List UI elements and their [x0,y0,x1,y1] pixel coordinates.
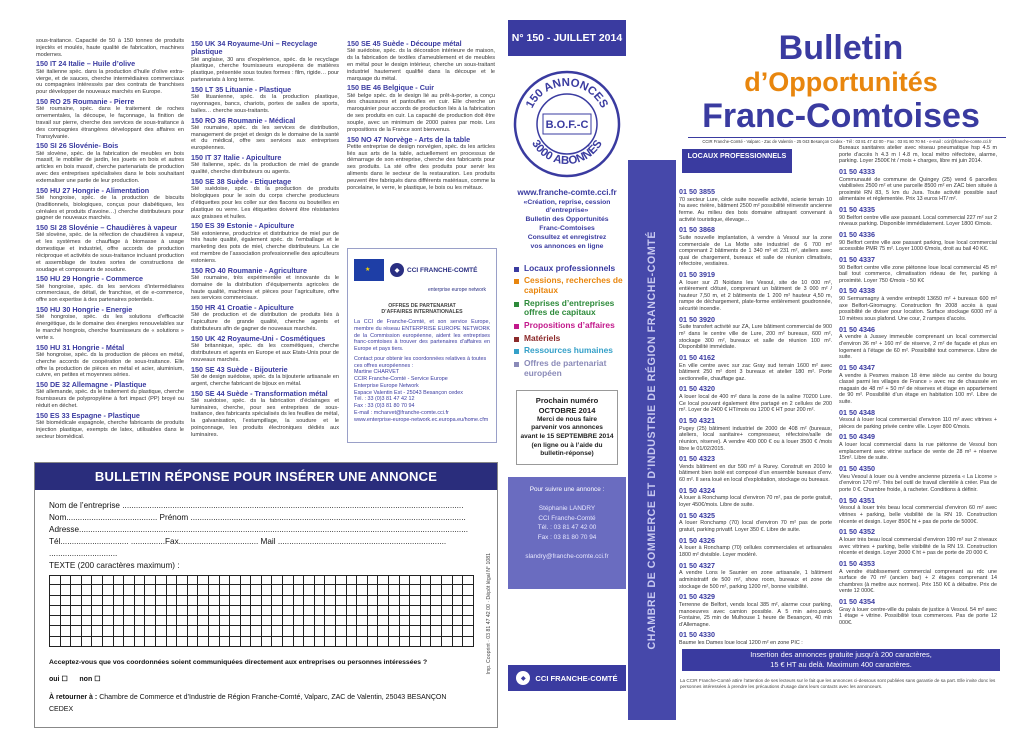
listing-text: Vesoul à louer très beau local commercial d’environ 60 m² avec vitrines + parking, belle visibilité de la RN 19. Construction récente et design. Loyer 850€ ht + pas de porte de 5000€. [839,505,997,525]
text-label: TEXTE (200 caractères maximum) : [49,561,180,570]
listing-text: Suite transfert activité sur ZA, Lure bâtiment commercial de 900 m² dans le centre ville de Lure, 200 m² bureaux, 600 m², stockage 300 m², bureaux et salle de réunion 100 m². Disponibilité immédiate. [679,324,832,351]
listing-heading: 01 50 3855 [679,187,715,196]
partnership-body: La CCI de Franche-Comté, et son service Europe, membre du réseau ENTERPRISE EUROPE NETWORK de la Commission européenne, aident les entreprises franc-comtoises à trouver des partenaires d’affaires en Europe et pays tiers. [354,319,490,352]
listing-text: A louer à Ronchamp local d’environ 70 m², pas de porte gratuit, loyer 450€/mois. Libre de suite. [679,495,832,509]
listing-heading: 150 ES 33 Espagne - Plastique [36,410,140,420]
issue-banner: N° 150 - JUILLET 2014 [508,20,626,56]
local-listing-column-2 [839,145,997,655]
listing-heading: 150 SI 26 Slovénie- Bois [36,141,119,151]
listing-text: 90 Belfort centre ville zone piétonne loue local commercial 45 m² bail tout commerce, climatisation rideau de fer, parking à proximité. Loyer 750 €/mois - 50 K€ [839,264,997,284]
listing-text: Bureaux sanitaires atelier avec réseau pneumatique hsp 4.5 m porte d’accès h 4.3 m l 4.8 m, local métro réfectoire, alarme, parking. Loyer 2500€ ht / mois + charges, libre mi juin 2014. [839,145,997,165]
listing-text: Vieu Vesoul à louer ou à vendre ancienne pizzeria « La Licorne » d’environ 170 m². Très bel outil de travail clientèle à créer. Pas de porte 0 €. Chambre froide, à racheter. Conditions à définir. [839,473,997,493]
listing-text: Sté suédoise, spéc. ds la décoration intérieure de maison, ds la fabrication de textiles d’ameublement et de meubles en métal pour le design intérieur, cherche un sous-traitant industriel hautement qualifié dans la découpe et le marquage du métal. [347,48,495,82]
address-field[interactable]: Adresse........................................................................................................................................................................... [49,525,469,534]
listing-heading: 01 50 4338 [839,286,875,296]
contact-email-link[interactable]: E-mail : mcharvet@franche-comte.cci.fr [354,409,449,416]
category-legend [508,264,626,379]
masthead [676,30,1006,134]
listing-heading: 01 50 4336 [839,229,875,239]
listing-heading: 01 50 4335 [839,204,875,214]
listing-heading: 150 BE 46 Belgique - Cuir [347,83,435,93]
category-item: Cessions, recherches de capitaux [514,276,626,295]
listing-text: A vendre à Pesmes maison 18 ème siècle au centre du bourg classé parmi les villages de France » avec rez de chaussée en magasin de 48 m² + 50 m² de réserves et étage en appartement de 90 m². Possibilité d’un étage en habitation 100 m². Libre de suite. [839,372,997,405]
print-stamp: Imp. Cooprint · 03 81 47 42 00 · Dépôt légal N° 1081 [486,553,492,675]
listing-text: Sté slovène, spéc. de la fabrication de meubles en bois massif, le mobilier de jardin, les jouets en bois et autres articles en bois massif, cherche partenariats de production avec des entreprises spécialisées dans le bois souhaitant externaliser une partie de leur production. [36,150,184,184]
contact-mail-link[interactable]: slandry@franche-comte.cci.fr [525,552,609,560]
listing-heading: 01 50 4333 [839,166,875,176]
een-logo: enterprise europe network [427,287,487,293]
listing-text: A louer Ronchamp (70) local d’environ 70 m² pas de porte gratuit, parking privatif. Loyer 350 €. Libre de suite. [679,520,832,533]
listing-text: Sté hongroise, spéc. ds les solutions d’efficacité énergétique, ds le domaine des énergies renouvelables sur le marché hongrois, cherche fournisseurs de « solutions » verte s. [36,314,184,341]
listing-text: Gray à louer centre-ville du palais de justice à Vesoul. 54 m² avec 1 étage + vitrine. Possibilité tous commerces. Pas de porte 12 000€. [839,606,997,626]
listing-heading: 150 HU 27 Hongrie - Alimentation [36,185,150,195]
category-item: Reprises d’entreprises offres de capitaux [514,299,626,318]
listing-text: Sté italienne, spéc. ds la production de miel de grande qualité, cherche distributeurs ou agents. [191,162,339,176]
cci-logo-icon: ◆ [390,263,404,277]
website-link[interactable]: www.franche-comte.cci.fr [517,188,617,197]
listing-text: A louer local de 400 m² dans la zone de la saline 70200 Lure. Ce local pouvant également être partagé en 2 cellules de 200 m². Loyer de 2400 € HT/mois ou 1200 € HT pour 200 m². [679,394,832,414]
reply-form-title: BULLETIN RÉPONSE POUR INSÉRER UNE ANNONCE [35,463,497,490]
listing-text: Sté roumaine, spéc. ds les services de distribution, management de projet et design ds le domaine de la santé et du médical, offre ses services aux entreprises européennes. [191,124,339,152]
listing-heading: 150 ES 39 Estonie - Apiculture [191,221,295,231]
listing-heading: 150 SE 45 Suède - Découpe métal [347,39,462,48]
listing-text: A louer à Ronchamp (70) cellules commerciales et artisanales 1800 m² divisible. Loyer modéré. [679,545,832,558]
listing-text: Sté de design suédoise, spéc. ds la bijouterie artisanale en argent, cherche fabricant de bijoux en métal. [191,373,339,387]
listing-heading: 01 50 4352 [839,527,875,537]
listing-heading: 01 50 4323 [679,454,715,464]
consent-question: Acceptez-vous que vos coordonnées soient communiquées directement aux entreprises ou personnes intéressées ? [49,659,428,667]
category-square-icon [514,267,519,272]
website-block: www.franche-comte.cci.fr «Création, reprise, cession d’entreprise» Bulletin des Opportunités Franc-Comtoises Consultez et enregistrez vos annonces en ligne [508,188,626,252]
category-square-icon [514,302,519,307]
listing-heading: 150 DE 32 Allemagne - Plastique [36,380,147,390]
category-item: Ressources humaines [514,346,626,356]
listing-text: Sté slovène, spéc. de la réfection de chaudières à vapeur, et les systèmes de chauffage à biomasse à usage domestique et industriel, offre accords de production réciproque et activités de sous-traitance incluant production et assemblage de toutes sortes de constructions de soudage et composants de soudure. [36,232,184,273]
character-grid[interactable] [49,575,474,647]
listing-text: Sté anglaise, 30 ans d’expérience, spéc. ds le recyclage plastique, cherche fournisseurs européens de matières plastique, présentée sous toutes formes : film, rigide… pour partenariats à long terme. [191,56,339,83]
listing-text: 70 secteur Lure, cède suite nouvelle activité, scierie terrain 10 ha avec rivière, bâtiment 2500 m² possibilité réinvestir ancienne ferme. Au milieu des bois domaine attrayant convenant à activité touristique, élevage… [679,196,832,223]
yes-checkbox[interactable]: ☐ [61,676,68,684]
seal-center-text: B.O.F.-C [545,119,589,131]
een-website-link[interactable]: www.enterprise-europe-network.ec.europa.eu/home.cfm [354,416,489,423]
seal-top-text: 150 ANNONCES [524,76,610,111]
listing-text: Petite entreprise de design norvégien, spéc. ds les articles liés aux arts de la table, actuellement en processus de démarrage de son entreprise, cherche des fabricants pour ses produits. La sté offre des produits pour servir les aliments dans le secteur de la restauration. Les produits peuvent être fabriqués dans différents matériaux, comme la porcelaine, le verre, le plastique, le bois ou les métaux. [347,143,495,191]
tel-fax-mail-field[interactable]: Tél.............................. ...............Fax................................... Mail .......................................................................... [49,537,447,546]
seal-bottom-text: 3000 ABONNÉS [529,138,605,168]
listing-text: A louer très beau local commercial d’environ 190 m² sur 2 niveaux avec vitrines + parking, belle visibilité de la RN 19. Construction récente et design. Loyer 2000 € ht + pas de porte de 20 000 €. [839,536,997,557]
listing-heading: 01 50 3868 [679,225,715,235]
eu-flag-icon: ★ [354,259,384,281]
partnership-box [347,248,497,443]
listing-column-2 [191,38,339,438]
title-line-3: Franc-Comtoises [702,97,980,135]
listing-text: Sté estonienne, productrice et distributrice de miel pur de très haute qualité, également spéc. ds l’emballage et le marketing des pots de miel, cherche distributeurs. La cie est membre de l’association professionnelle des apiculteurs estoniens. [191,230,339,264]
listing-heading: 01 50 3919 [679,269,715,279]
listing-heading: 01 50 4326 [679,535,715,545]
reply-form [34,462,498,728]
listing-heading: 150 SE 44 Suède - Transformation métal [191,388,328,398]
category-square-icon [514,362,519,367]
listing-text: Sté hongroise, spéc. de la production de biscuits (traditionnels, biologiques, conçus pour diabétiques, les céréales et produits d’avoine…) cherche distributeurs pour gagner de nouveaux marchés. [36,194,184,222]
listing-text: A vendre à Jussey immeuble comprenant un local commercial d’environ 36 m² + 160 m² de réserve, 2 m² de façade et plus en logement à l’étage de 60 m². Possibilité tout commerce. Libre de suite. [839,334,997,361]
listing-text: Sté roumaine, spéc. dans le traitement de roches ornementales, la découpe, le façonnage, la finition de travail sur pierre, cherche des services de sous-traitance à des compagnies étrangères développant des affaires en Transylvanie. [36,106,184,140]
listing-heading: 150 LT 35 Lituanie - Plastique [191,84,292,94]
listing-heading: 150 IT 24 Italie – Huile d’olive [36,59,136,69]
category-item: Propositions d’affaires [514,321,626,331]
listing-text: Sté britannique, spéc. ds les cosmétiques, cherche distributeurs et agents en Europe et aux Etats-Unis pour de nouveaux marchés. [191,343,339,363]
listing-text: Baume les Dames loue local 1200 m² en zone PIC : [679,640,803,647]
listing-text: Vends bâtiment en dur 590 m² à Rurey. Construit en 2010 le bâtiment bien isolé est composé d’un ensemble bureaux d’env. 60 m². Il sera loué en local d’exploitation, stockage ou bureaux. [679,463,832,484]
disclaimer: La CCIR Franche-Comté attire l’attention de ses lecteurs sur le fait que les annonces ci-dessous sont publiées sans garantie de sa part. Elle invite donc les personnes intéressées à prendre les précautions d’usage dans leurs contacts avec les annonceurs. [680,678,996,689]
listing-heading: 01 50 3920 [679,314,715,324]
return-address: À retourner à : Chambre de Commerce et d’Industrie de Région Franche-Comté, Valparc, ZAC de Valentin, 25043 BESANÇON CEDEX [49,694,447,714]
listing-column-3 [347,38,495,246]
listing-heading: 150 NO 47 Norvège - Arts de la table [347,134,471,144]
cover-column [508,20,626,685]
category-item: Locaux professionnels [514,264,626,274]
listing-heading: 150 IT 37 Italie - Apiculture [191,153,282,163]
listing-text: Sté belge spéc. ds le design lié au prêt-à-porter, a conçu des chaussures et pantoufles en cuir. Elle cherche un maroquinier pour accords de production liés à la fabrication de ses produits en cuir. La capacité de production doit être souple, avec un minimum de 2000 paires par mois. Les propositions de la France sont bienvenus. [347,92,495,133]
category-square-icon [514,324,519,329]
listing-heading: 01 50 4354 [839,596,875,606]
title-line-2: d’Opportunités [744,67,938,97]
listing-text: Sté italienne spéc. dans la production d’huile d’olive extra-vierge, et de sauces, cherche intermédiaires commerciaux ou compagnies intéressés par des contrats de franchises pour développer de nouveaux marchés en Europe. [36,68,184,96]
listing-heading: 01 50 4321 [679,415,715,425]
listing-heading: 01 50 4350 [839,464,875,474]
listing-heading: 150 HU 31 Hongrie - Métal [36,342,125,352]
listing-text: 90 Belfort centre ville axe passant parking, loue local commercial accessible PMR 75 m². Loyer 1000 €/mois, droit au bail 40 K€. [839,239,997,253]
listing-text: sous-traitance. Capacité de 50 à 150 tonnes de produits injectés et moulés, haute qualité de fabrication, machines modernes. [36,38,184,58]
listing-heading: 01 50 4353 [839,558,875,568]
listing-text: A vendre établissement commercial comprenant au rdc une surface de 70 m² (ancien bar) + 2 étages comprenant 14 chambres (à mettre aux normes). Prix 150 K€ à débattre. Prix de vente 12 000€. [839,568,997,595]
consent-options: oui ☐ non ☐ [49,676,101,684]
listing-text: Sté de production et de distribution de produits liés à l’apiculture de grande qualité, cherche agents et distributeurs afin de gagner de nouveaux marchés. [191,312,339,333]
category-item: Matériels [514,334,626,344]
local-listing-column-1 [679,185,832,655]
insertion-note: Insertion des annonces gratuite jusqu’à 200 caractères, 15 € HT au delà. Maximum 400 caractères. [682,649,1000,671]
listing-heading: 01 50 4347 [839,362,875,372]
listing-heading: 150 HU 30 Hongrie - Energie [36,305,133,315]
listing-text: Suite nouvelle implantation, à vendre à Vesoul sur la zone commerciale de La Motte site industriel de 6 700 m² comprenant 2 bâtiments de 1 340 m² et 231 m², ateliers avec quai de chargement, bureaux et salle de réunion climatisés, réfectoire, vestiaires. [679,234,832,268]
category-item: Offres de partenariat européen [514,359,626,378]
listing-heading: 01 50 4330 [679,630,715,640]
listing-heading: 01 50 4320 [679,384,715,394]
no-checkbox[interactable]: ☐ [94,676,101,684]
listing-heading: 01 50 4162 [679,352,715,362]
category-square-icon [514,279,519,284]
follow-contact-box: Pour suivre une annonce : Stéphanie LANDRY CCI Franche-Comté Tél. : 03 81 47 42 00 Fax : 03 81 80 70 94 slandry@franche-comte.cci.fr [508,477,626,589]
listing-heading: 01 50 4346 [839,324,875,334]
listing-column-1 [36,38,184,440]
next-issue-box: Prochain numéro OCTOBRE 2014 Merci de nous faire parvenir vos annonces avant le 15 SEPTEMBRE 2014 (en ligne ou à l’aide du bulletin-réponse) [516,390,618,465]
listing-heading: 150 SI 28 Slovénie – Chaudières à vapeur [36,223,178,233]
listing-heading: 150 SE 38 Suède - Etiquetage [191,176,292,186]
extra-field[interactable]: .............................. [49,549,118,558]
listing-text: Terrenne de Belfort, vends local 385 m², alarme cour parking, manoeuvres avec camion possible. A 5 min aéro.parck Fontaine, 25 min de Mulhouse 1 heure de Besançon, 40 min d’Allemagne. [679,601,832,628]
name-field[interactable]: Nom........................................ Prénom ......................................................................................................................... [49,513,466,522]
listing-text: Sté hongroise, spéc. ds les services d’intermédiaires commerciaux, de détail, de franchise, et de e-commerce, offre son expertise à des partenaires potentiels. [36,283,184,304]
listing-heading: 01 50 4348 [839,407,875,417]
listing-heading: 01 50 4327 [679,560,715,570]
listing-text: A louer local commercial dans la rue piétonne de Vesoul bon emplacement avec vitrine surface de vente de 28 m² + réserve 15m². Libre de suite. [839,442,997,462]
listing-heading: 150 UK 42 Royaume-Uni - Cosmétiques [191,333,326,343]
cci-logo: ◆ CCI FRANCHE-COMTÉ [390,263,477,277]
listing-heading: 150 HU 29 Hongrie - Commerce [36,274,144,284]
section-header-local: LOCAUX PROFESSIONNELS [682,149,792,173]
listing-text: Sté biomédicale espagnole, cherche fabricants de produits injection plastique, exempts de latex, utilisables dans le secteur biomédical. [36,420,184,440]
listing-heading: 01 50 4325 [679,510,715,520]
listing-text: A vendre Lons le Saunier en zone artisanale, 1 bâtiment administratif de 500 m², show room, bureaux et zone de stockage de 500 m², parking 1200 m², bonne visibilité. [679,570,832,590]
listing-heading: 150 RO 36 Roumanie - Médical [191,115,296,125]
listing-text: Sté suédoise, spéc. ds la production de produits biologiques pour le soin du corps cherche producteurs d’étiquettes pour les coller sur des flacons ou bouteilles en plastique ou verre. Les étiquettes doivent être résistantes aux graisses et huiles. [191,186,339,220]
category-square-icon [514,349,519,354]
company-field[interactable]: Nom de l’entreprise ...................................................................................................................................................... [49,501,464,510]
category-square-icon [514,337,519,342]
listing-text: 90 Sermamagny à vendre entrepôt 13650 m² + bureaux 600 m² axe Belfort-Giromagny. Construction fin 2008 accès à quai possibilité de diviser pour location. Surface stockage 6000 m² à 10 mètres sous plafond. Une cour, 2 rampes d’accès. [839,296,997,322]
cci-band-icon: ◆ [516,671,530,685]
listing-text: 90 Belfort centre ville axe passant. Local commercial 227 m² sur 2 niveaux parking. Disponible immédiatement. Loyer 1800 €/mois. [839,214,997,228]
listing-heading: 150 HR 41 Croatie - Apiculture [191,303,294,313]
partnership-contact: Contact pour obtenir les coordonnées relatives à toutes ces offres européennes : Martine CHARVET CCIR Franche-Comté - Service Europe Enterprise Europe Network Espace Valentin Est - 25043 Besançon cedex Tél. : 33 (0)3 81 47 42 12 Fax : 33 (0)3 81 80 70 94 E-mail : mcharvet@franche-comte.cci.fr www.enterprise-europe-network.ec.europa.eu/home.cfm [354,355,489,423]
listing-text: Sté lituanienne, spéc. ds la production plastique, rayonnages, bancs, chariots, portes de salles de sports, balles… cherche sous-traitants. [191,94,339,114]
listing-heading: 01 50 4349 [839,432,875,442]
listing-heading: 01 50 4351 [839,495,875,505]
listing-text: Sté suédoise, spéc. ds la fabrication d’éclairages et luminaires, cherche, pour ses entreprises de sous-traitance, des fabricants spécialisés ds les feuilles de métal, la galvanisation, l’estampillage, la soudure et le poinçonnage, les produits électroniques dédiés aux luminaires. [191,397,339,438]
cci-band-logo: ◆ CCI FRANCHE-COMTÉ [508,665,626,691]
listing-text: Vesoul à louer local commercial d’environ 110 m² avec vitrines + pièces de parking privée centre ville. Loyer 800 €/mois. [839,417,997,430]
listing-heading: 01 50 4337 [839,254,875,264]
listing-heading: 150 RO 25 Roumanie - Pierre [36,96,135,106]
partnership-caption: OFFRES DE PARTENARIAT D’AFFAIRES INTERNATIONALES [381,303,463,315]
listing-text: A louer sur ZI Noidans les Vesoul, site de 10 000 m², entièrement clôturé, comprenant un bâtiment de 3 000 m² / hauteur 7,50 m, et 2 bâtiments de 1 200 m² hauteur 4,50 m, rampe de déchargement, plate-forme entièrement goudronnée, sécurité incendie. [679,279,832,313]
listing-heading: 01 50 4329 [679,592,715,602]
listing-text: Sté roumaine, très expérimentée et innovante ds le domaine de la distribution d’équipements agricoles de haute qualité, machines et pièces pour l’agriculture, offre ses services commerciaux. [191,274,339,302]
listing-text: Communauté de commune de Quingey (25) vend 6 parcelles viabilisées 2500 m² et une parcelle 8500 m² en ZAC bien située à proximité RN 83, 5 km du Jura. Toute activité possible sauf alimentaire et réglementée. Prix 13 euros HT/ m². [839,176,997,203]
seal-emblem [513,70,621,178]
chamber-strip: CHAMBRE DE COMMERCE ET D’INDUSTRIE DE RÉGION FRANCHE-COMTÉ [628,160,676,720]
title-line-1: Bulletin [778,29,904,67]
listing-heading: 01 50 4324 [679,485,715,495]
listing-text: En ville centre avec sur zac Gray sud terrain 1600 m² avec bâtiment 250 m² dont 3 bureaux et atelier 180 m². Porte sectionnelle, chauffage gaz. [679,362,832,382]
listing-text: Sté allemande, spéc. ds le traitement du plastique, cherche fournisseurs de polypropylène à fort impact (PP) broyé ou réduit en déchet. [36,389,184,410]
listing-heading: 150 SE 43 Suède - Bijouterie [191,364,288,374]
listing-text: Pugey (25) bâtiment industriel de 2000 de 408 m² (bureaux, ateliers, local sanitaire+ compresseur, réfectoire/salle de réunion, réserve). A vendre 400 000 € ou à louer 3500 € /mois libre le 01/02/2015. [679,425,832,452]
listing-text: Sté hongroise, spéc. ds la production de pièces en métal, cherche accords de coopération de sous-traitance. Elle offre la production de pièces en métal et acier, aluminium, cuivre, en petites et moyennes séries. [36,351,184,379]
listing-heading: 150 UK 34 Royaume-Uni – Recyclage plastique [191,39,318,57]
listing-heading: 150 RO 40 Roumanie - Agriculture [191,265,307,275]
masthead-address: CCIR Franche-Comté - Valparc - Zac de Valentin - 25 043 Besançon Cedex - Tél : 03 81 47 42 00 - Fax : 03 81 80 70 94 - e-mail : ccir@franche-comte.cci.fr [688,137,1006,144]
